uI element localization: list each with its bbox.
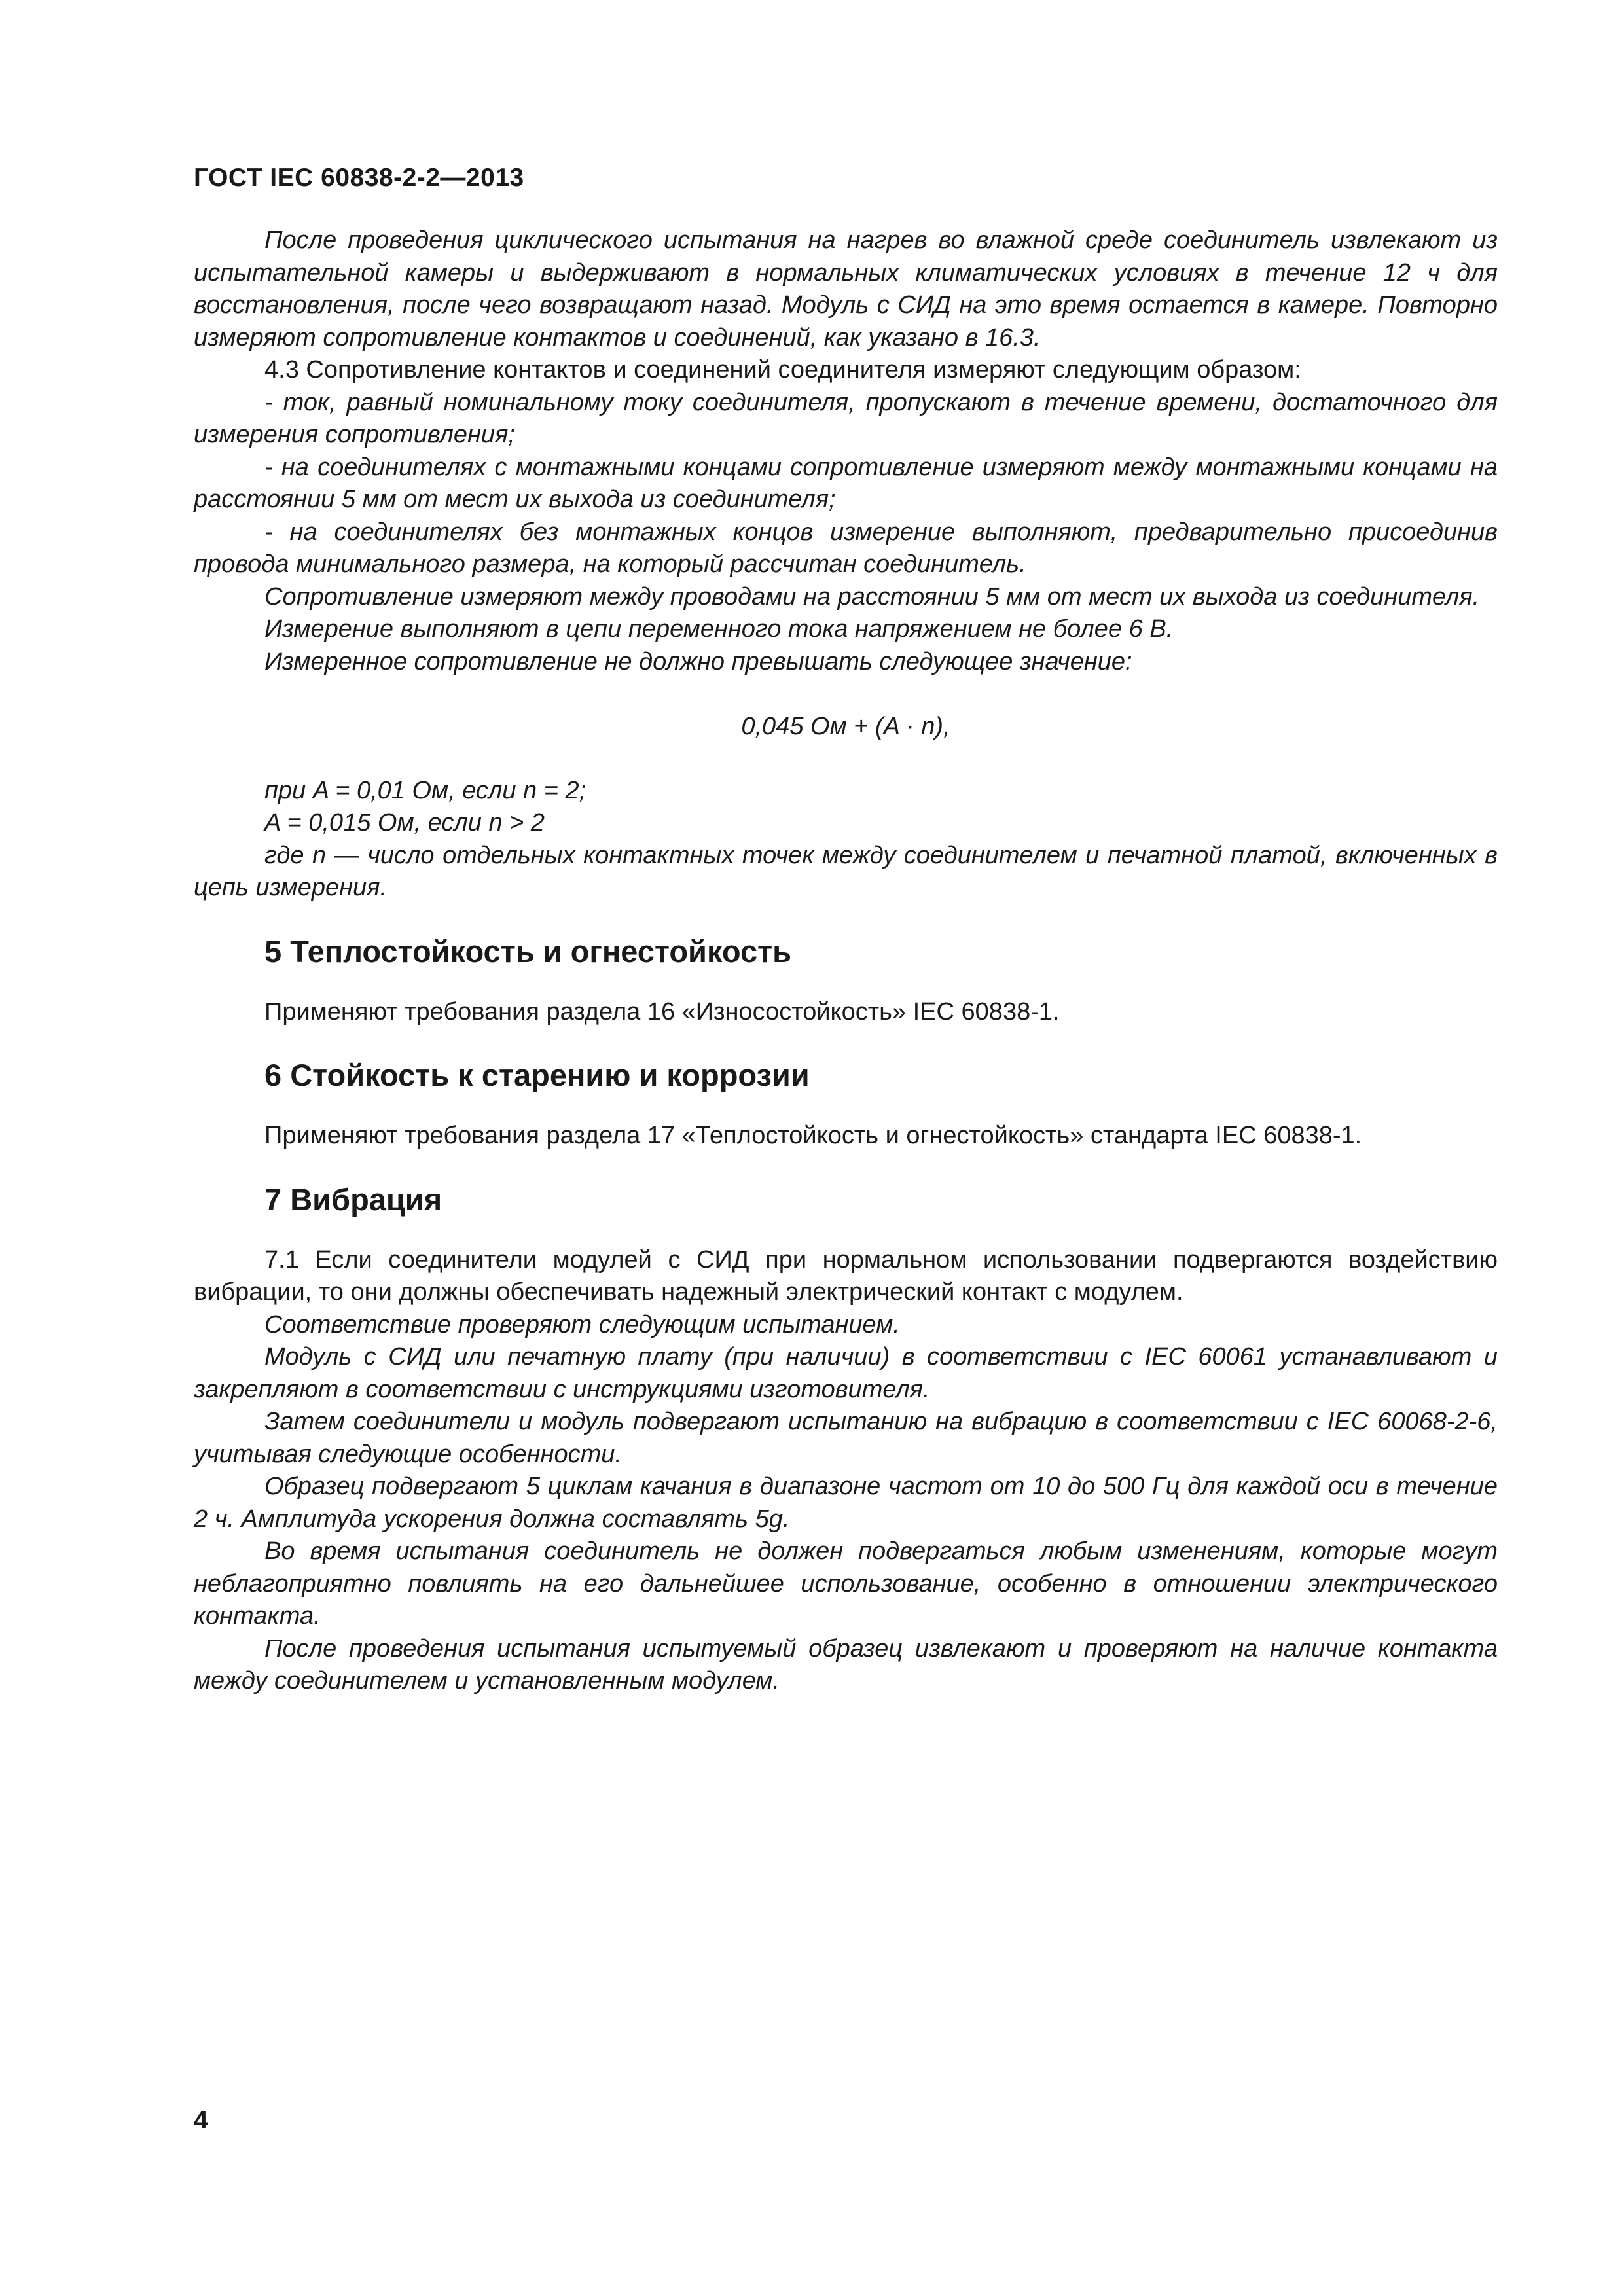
section-7-mounting: Модуль с СИД или печатную плату (при наличии) в соответствии с IEC 60061 устанавливают и закрепляют в соответствии с инструкциями изготовителя. [194,1343,1498,1403]
page-number: 4 [194,2106,208,2134]
section-7-no-changes: Во время испытания соединитель не должен подвергаться любым изменениям, которые могут неблагоприятно повлиять на его дальнейшее использование, особенно в отношении электрического контакта. [194,1537,1498,1630]
list-item-no-mounting-ends: - на соединителях без монтажных концов измерение выполняют, предварительно присоединив провода минимального размера, на который рассчитан соединитель. [194,518,1498,578]
formula-condition-a1: при A = 0,01 Ом, если n = 2; [264,776,586,804]
document-content [194,224,1498,1698]
section-7-1-text: 7.1 Если соединители модулей с СИД при нормальном использовании подвергаются воздействию вибрации, то они должны обеспечивать надежный электрический контакт с модулем. [194,1246,1498,1306]
section-7-sweep-cycles: Образец подвергают 5 циклам качания в диапазоне частот от 10 до 500 Гц для каждой оси в течение 2 ч. Амплитуда ускорения должна составлять 5g. [194,1473,1498,1533]
document-header-title: ГОСТ IEC 60838-2-2—2013 [194,164,524,192]
section-7-vibration-test: Затем соединители и модуль подвергают испытанию на вибрацию в соответствии с IEC 60068-2-6, учитывая следующие особенности. [194,1408,1498,1468]
section-5-text: Применяют требования раздела 16 «Износостойкость» IEC 60838-1. [264,997,1060,1026]
formula-condition-a2: A = 0,015 Ом, если n > 2 [264,809,545,836]
section-6-heading: 6 Стойкость к старению и коррозии [264,1058,810,1092]
paragraph-4-3: 4.3 Сопротивление контактов и соединений соединителя измеряют следующим образом: [264,356,1301,384]
resistance-formula: 0,045 Ом + (A · n), [741,713,950,740]
paragraph-measure-between-wires: Сопротивление измеряют между проводами на расстоянии 5 мм от мест их выхода из соединителя. [264,583,1480,611]
section-7-heading: 7 Вибрация [264,1181,442,1217]
paragraph-max-resistance: Измеренное сопротивление не должно превышать следующее значение: [264,647,1132,675]
paragraph-humidity-recovery: После проведения циклического испытания на нагрев во влажной среде соединитель извлекают из испытательной камеры и выдерживают в нормальных климатических условиях в течение 12 ч для восстановления, после чего возвращают назад. Модуль с СИД на это время остается в камере. Повторно измеряют сопротивление контактов и соединений, как указано в 16.3. [194,226,1498,351]
section-7-compliance: Соответствие проверяют следующим испытанием. [264,1310,900,1338]
list-item-mounting-ends: - на соединителях с монтажными концами сопротивление измеряют между монтажными концами на расстоянии 5 мм от мест их выхода из соединителя; [194,453,1498,513]
formula-definition-n: где n — число отдельных контактных точек между соединителем и печатной платой, включенных в цепь измерения. [194,841,1498,901]
section-5-heading: 5 Теплостойкость и огнестойкость [264,933,791,969]
list-item-current: - ток, равный номинальному току соединителя, пропускают в течение времени, достаточного для измерения сопротивления; [194,388,1498,448]
section-7-post-test: После проведения испытания испытуемый образец извлекают и проверяют на наличие контакта между соединителем и установленным модулем. [194,1634,1498,1695]
paragraph-ac-voltage: Измерение выполняют в цепи переменного тока напряжением не более 6 В. [264,615,1174,643]
section-6-text: Применяют требования раздела 17 «Теплостойкость и огнестойкость» стандарта IEC 60838-1. [264,1122,1362,1149]
